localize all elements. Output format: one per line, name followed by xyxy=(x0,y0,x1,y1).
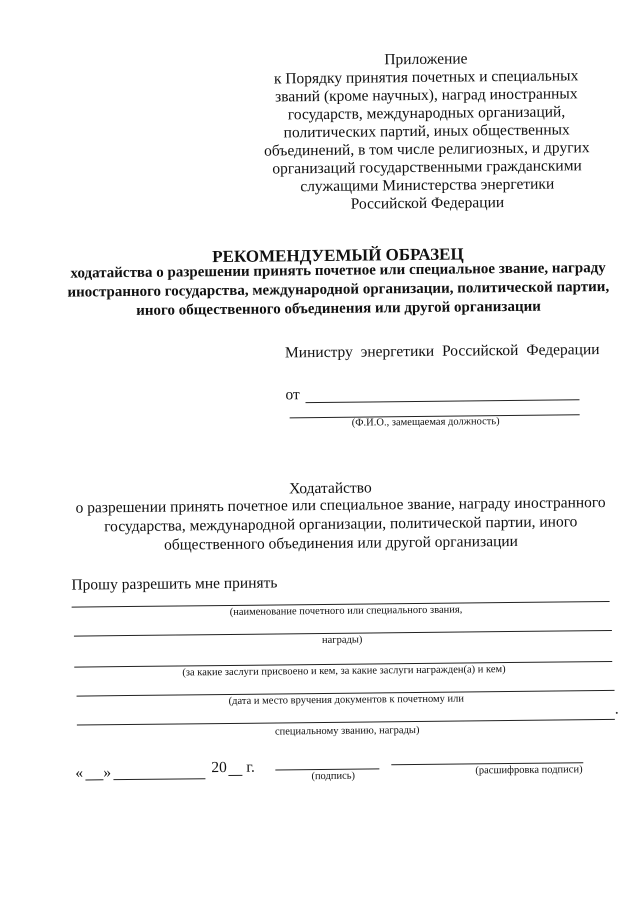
petition-subtitle-line: государства, международной организации, политической партии, иного xyxy=(104,513,578,536)
sample-subtitle xyxy=(53,259,624,322)
date-day-line[interactable] xyxy=(85,779,103,780)
from-name-line[interactable] xyxy=(305,399,579,403)
award-name-caption: (наименование почетного или специального звания, xyxy=(229,604,463,618)
date-open-quote: « xyxy=(75,764,84,782)
sample-subtitle-line: ходатайства о разрешении принять почетное или специальное звание, награду xyxy=(70,259,606,282)
appendix-line: объединений, в том числе религиозных, и других xyxy=(264,139,590,160)
appendix-line: Российской Федерации xyxy=(350,194,505,213)
delivery-line-2[interactable] xyxy=(77,719,615,726)
year-prefix: 20 xyxy=(211,758,227,777)
from-caption: (Ф.И.О., замещаемая должность) xyxy=(351,416,500,429)
sample-subtitle-line: иностранного государства, международной организации, политической партии, xyxy=(67,278,610,301)
appendix-line: государств, международных организаций, xyxy=(287,103,566,124)
decode-caption: (расшифровка подписи) xyxy=(475,764,583,777)
petition-subtitle-line: о разрешении принять почетное или специальное звание, награду иностранного xyxy=(75,494,606,517)
petition-subtitle xyxy=(60,493,621,556)
delivery-caption-2: специальному званию, награды) xyxy=(274,724,420,738)
sample-title: РЕКОМЕНДУЕМЫЙ ОБРАЗЕЦ xyxy=(212,244,464,267)
appendix-title: Приложение xyxy=(384,50,468,69)
merits-caption: (за какие заслуги присвоено и кем, за какие заслуги награжден(а) и кем) xyxy=(182,664,506,679)
appendix-line: к Порядку принятия почетных и специальных xyxy=(273,67,579,88)
award-caption-2: награды) xyxy=(321,634,363,646)
appendix-header xyxy=(246,49,608,215)
petition-subtitle-line: общественного объединения или другой организации xyxy=(163,532,519,554)
signature-caption: (подпись) xyxy=(311,770,356,783)
addressee-to: Министру энергетики Российской Федерации xyxy=(284,341,600,362)
appendix-line: политических партий, иных общественных xyxy=(283,121,570,142)
appendix-line: званий (кроме научных), наград иностранных xyxy=(274,85,578,106)
appendix-line: служащими Министерства энергетики xyxy=(300,175,555,196)
scan-dot xyxy=(616,712,618,714)
year-suffix: г. xyxy=(246,758,255,776)
date-month-line[interactable] xyxy=(113,778,205,780)
delivery-caption: (дата и место вручения документов к почетному или xyxy=(228,693,465,707)
appendix-line: организаций государственными гражданскими xyxy=(272,157,582,178)
sample-subtitle-line: иного общественного объединения или другой организации xyxy=(136,298,541,319)
from-label: от xyxy=(285,386,300,404)
date-close-quote: » xyxy=(103,764,112,782)
petition-title: Ходатайство xyxy=(288,479,372,498)
date-year-line[interactable] xyxy=(228,775,242,776)
request-text: Прошу разрешить мне принять xyxy=(71,574,278,594)
